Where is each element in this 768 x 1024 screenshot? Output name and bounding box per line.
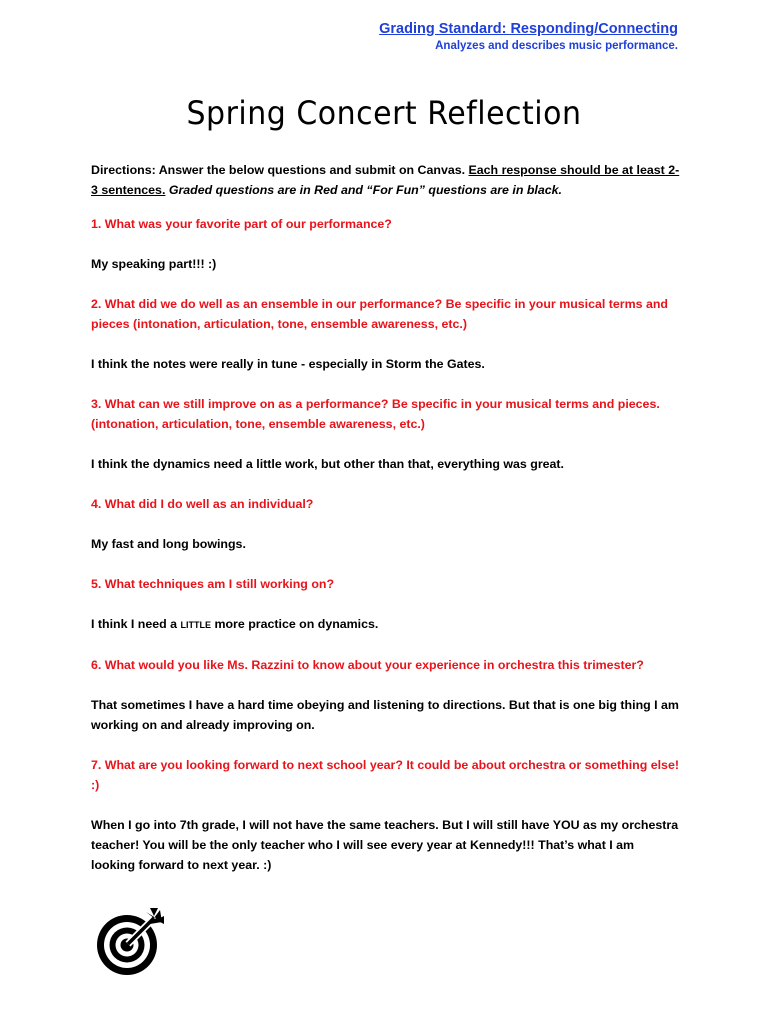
- answer-3: I think the dynamics need a little work, but other than that, everything was great.: [91, 457, 564, 471]
- question-7: 7. What are you looking forward to next school year? It could be about orchestra or something else! :): [91, 758, 679, 792]
- question-1: 1. What was your favorite part of our performance?: [91, 217, 392, 231]
- answer-1: My speaking part!!! :): [91, 257, 217, 271]
- worksheet-body: [91, 160, 681, 895]
- directions-requirement: Each response should be at least 2-3 sentences.: [91, 163, 680, 197]
- target-icon: [94, 906, 166, 978]
- grading-standard-link[interactable]: Grading Standard: Responding/Connecting: [379, 21, 678, 37]
- answer-5-start: I think I need a: [91, 617, 181, 631]
- page-title: Spring Concert Reflection: [186, 94, 582, 133]
- question-4: 4. What did I do well as an individual?: [91, 497, 314, 511]
- answer-6: That sometimes I have a hard time obeying and listening to directions. But that is one big thing I am working on and already improving on.: [91, 698, 679, 732]
- directions: [91, 160, 681, 200]
- grading-standard-description: Analyzes and describes music performance.: [435, 40, 678, 52]
- answer-5: [91, 614, 681, 635]
- answer-7: When I go into 7th grade, I will not have the same teachers. But I will still have YOU as my orchestra teacher! You will be the only teacher who I will see every year at Kennedy!!! That’s what I am looking forward to next year. :): [91, 818, 679, 872]
- directions-note: Graded questions are in Red and “For Fun” questions are in black.: [165, 183, 562, 197]
- question-5: 5. What techniques am I still working on?: [91, 577, 335, 591]
- directions-lead: Directions: Answer the below questions and submit on Canvas.: [91, 163, 469, 177]
- question-3: 3. What can we still improve on as a performance? Be specific in your musical terms and pieces. (intonation, articulation, tone, ensemble awareness, etc.): [91, 397, 660, 431]
- answer-2: I think the notes were really in tune - especially in Storm the Gates.: [91, 357, 485, 371]
- answer-4: My fast and long bowings.: [91, 537, 246, 551]
- answer-5-emphasis: LITTLE: [180, 620, 212, 630]
- grading-standard: [379, 20, 678, 54]
- question-6: 6. What would you like Ms. Razzini to know about your experience in orchestra this trimester?: [91, 658, 644, 672]
- answer-5-end: more practice on dynamics.: [211, 617, 379, 631]
- question-2: 2. What did we do well as an ensemble in our performance? Be specific in your musical terms and pieces (intonation, articulation, tone, ensemble awareness, etc.): [91, 297, 669, 331]
